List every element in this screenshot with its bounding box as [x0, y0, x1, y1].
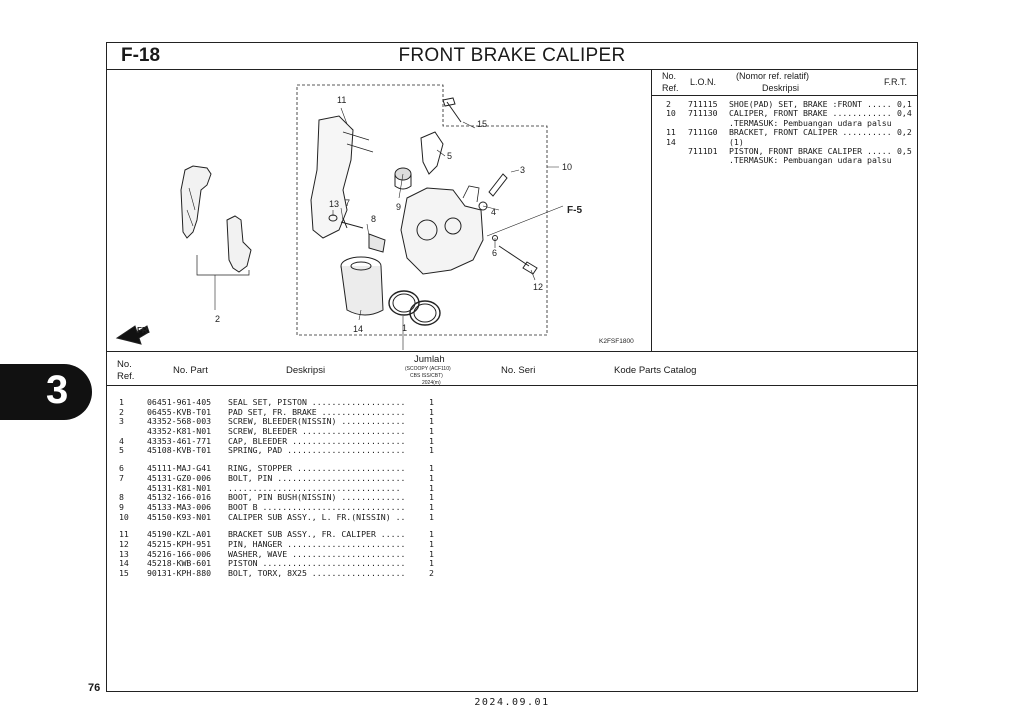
part-part: 43352-K81-N01	[147, 426, 212, 437]
frt-desc: PISTON, FRONT BRAKE CALIPER .....	[729, 145, 892, 156]
callout-11: 11	[337, 95, 347, 105]
part-ref: 2	[119, 406, 124, 417]
part-qty: 1	[429, 472, 434, 483]
parts-table-body	[107, 397, 917, 578]
catalog-page-frame	[106, 42, 918, 692]
table-row	[107, 483, 917, 493]
table-row	[107, 512, 917, 522]
part-part: 45131-K81-N01	[147, 482, 212, 493]
frt-frt: 0,4	[897, 108, 912, 119]
part-part: 90131-KPH-880	[147, 568, 212, 578]
part-desc: SPRING, PAD ........................	[228, 445, 406, 456]
table-row	[107, 549, 917, 559]
part-ref: 1	[119, 397, 124, 407]
part-ref: 3	[119, 416, 124, 427]
frt-desc: .TERMASUK: Pembuangan udara palsu	[729, 155, 892, 166]
callout-2: 2	[215, 314, 221, 324]
callout-3: 3	[520, 165, 526, 175]
frt-lon: 711115	[688, 99, 718, 109]
frt-table-body	[652, 100, 917, 166]
table-row	[107, 463, 917, 473]
part-desc: WASHER, WAVE .......................	[228, 548, 406, 559]
part-qty: 1	[429, 548, 434, 559]
part-part: 45215-KPH-951	[147, 538, 212, 549]
part-qty: 1	[429, 397, 434, 407]
part-qty: 1	[429, 445, 434, 456]
callout-8: 8	[371, 214, 377, 224]
table-row	[107, 529, 917, 539]
table-row	[107, 568, 917, 578]
frt-frt: 0,1	[897, 99, 912, 109]
callout-1: 1	[402, 323, 408, 333]
callout-5: 5	[447, 151, 453, 161]
exploded-diagram	[107, 70, 652, 351]
table-row	[107, 397, 917, 407]
chapter-tab: 3	[0, 364, 92, 420]
part-part: 45108-KVB-T01	[147, 445, 212, 456]
frt-row	[652, 128, 917, 137]
frt-table	[652, 70, 917, 351]
part-part: 06455-KVB-T01	[147, 406, 212, 417]
part-part: 45190-KZL-A01	[147, 529, 212, 540]
caliper-exploded-view	[107, 70, 652, 351]
section-code: F-18	[121, 45, 161, 66]
part-qty: 1	[429, 501, 434, 512]
part-part: 45150-K93-N01	[147, 511, 212, 522]
part-qty: 1	[429, 538, 434, 549]
part-part: 43353-461-771	[147, 435, 212, 446]
frt-ref: 2	[666, 99, 671, 109]
part-ref: 6	[119, 463, 124, 474]
frt-lon: 7111G0	[688, 127, 718, 138]
part-ref: 12	[119, 538, 129, 549]
group-spacer	[107, 521, 917, 529]
diagram-code: K2FSF1800	[599, 338, 634, 345]
callout-4: 4	[491, 207, 497, 217]
title-bar	[107, 43, 917, 70]
frt-desc: SHOE(PAD) SET, BRAKE :FRONT .....	[729, 99, 892, 109]
page-number: 76	[88, 682, 101, 694]
part-ref: 7	[119, 472, 124, 483]
part-qty: 1	[429, 482, 434, 493]
part-qty: 1	[429, 558, 434, 569]
frt-lon: 711130	[688, 108, 718, 119]
part-desc: SEAL SET, PISTON ...................	[228, 397, 406, 407]
part-qty: 1	[429, 426, 434, 437]
table-row	[107, 558, 917, 568]
part-desc: CALIPER SUB ASSY., L. FR.(NISSIN) ..	[228, 511, 406, 522]
part-desc: PAD SET, FR. BRAKE .................	[228, 406, 406, 417]
frt-frt: 0,2	[897, 127, 912, 138]
table-row	[107, 539, 917, 549]
part-ref: 10	[119, 511, 129, 522]
part-desc: PIN, HANGER ........................	[228, 538, 406, 549]
part-ref: 14	[119, 558, 129, 569]
parts-table-header: No. Ref. No. Part Deskripsi Jumlah (SCOOPY (ACF110) CBS ISS/CBT) 2024(m) No. Seri Kode Parts Catalog	[107, 351, 917, 386]
table-row	[107, 416, 917, 426]
part-ref: 5	[119, 445, 124, 456]
page-title: FRONT BRAKE CALIPER	[398, 45, 626, 66]
part-qty: 1	[429, 416, 434, 427]
part-desc: BOOT, PIN BUSH(NISSIN) .............	[228, 492, 406, 503]
part-part: 45131-GZ0-006	[147, 472, 212, 483]
part-qty: 1	[429, 511, 434, 522]
ref-marker-f5: F-5	[567, 205, 582, 216]
part-qty: 1	[429, 406, 434, 417]
part-desc: SCREW, BLEEDER .....................	[228, 426, 406, 437]
frt-row	[652, 156, 917, 165]
part-ref: 4	[119, 435, 124, 446]
frt-desc: .TERMASUK: Pembuangan udara palsu	[729, 117, 892, 128]
part-qty: 1	[429, 435, 434, 446]
table-row	[107, 492, 917, 502]
part-part: 43352-568-003	[147, 416, 212, 427]
part-part: 45218-KWB-601	[147, 558, 212, 569]
part-ref: 15	[119, 568, 129, 578]
direction-label: FR.	[137, 326, 150, 335]
callout-12: 12	[533, 282, 544, 292]
part-desc: CAP, BLEEDER .......................	[228, 435, 406, 446]
callout-10: 10	[562, 162, 573, 172]
frt-lon: 7111D1	[688, 145, 718, 156]
part-part: 45111-MAJ-G41	[147, 463, 212, 474]
part-part: 45216-166-006	[147, 548, 212, 559]
table-row	[107, 426, 917, 436]
part-ref: 11	[119, 529, 129, 540]
part-desc: BOLT, PIN ..........................	[228, 472, 406, 483]
frt-ref: 14	[666, 136, 676, 147]
callout-15: 15	[477, 119, 488, 129]
frt-table-header: No. Ref. L.O.N. (Nomor ref. relatif) Deskripsi F.R.T.	[652, 70, 917, 96]
print-date: 2024.09.01	[474, 697, 550, 708]
callout-13: 13	[329, 199, 340, 209]
frt-ref: 11	[666, 127, 676, 138]
callout-7: 7	[345, 198, 351, 208]
frt-desc: BRACKET, FRONT CALIPER ..........	[729, 127, 892, 138]
part-desc: ...................................	[228, 482, 401, 493]
part-part: 45132-166-016	[147, 492, 212, 503]
table-row	[107, 436, 917, 446]
part-qty: 1	[429, 492, 434, 503]
part-qty: 1	[429, 529, 434, 540]
part-desc: BRACKET SUB ASSY., FR. CALIPER .....	[228, 529, 406, 540]
part-ref: 13	[119, 548, 129, 559]
frt-desc: CALIPER, FRONT BRAKE ............	[729, 108, 892, 119]
callout-14: 14	[353, 324, 364, 334]
callout-6: 6	[492, 248, 498, 258]
frt-ref: 10	[666, 108, 676, 119]
part-desc: PISTON .............................	[228, 558, 406, 569]
part-desc: RING, STOPPER ......................	[228, 463, 406, 474]
part-ref: 9	[119, 501, 124, 512]
part-qty: 2	[429, 568, 434, 578]
part-part: 45133-MA3-006	[147, 501, 212, 512]
part-part: 06451-961-405	[147, 397, 212, 407]
part-desc: BOLT, TORX, 8X25 ...................	[228, 568, 406, 578]
part-qty: 1	[429, 463, 434, 474]
table-row	[107, 445, 917, 455]
table-row	[107, 502, 917, 512]
frt-frt: 0,5	[897, 145, 912, 156]
part-desc: SCREW, BLEEDER(NISSIN) .............	[228, 416, 406, 427]
part-ref: 8	[119, 492, 124, 503]
group-spacer	[107, 455, 917, 463]
frt-desc: (1)	[729, 136, 744, 147]
callout-9: 9	[396, 202, 402, 212]
part-desc: BOOT B .............................	[228, 501, 406, 512]
table-row	[107, 407, 917, 417]
table-row	[107, 473, 917, 483]
